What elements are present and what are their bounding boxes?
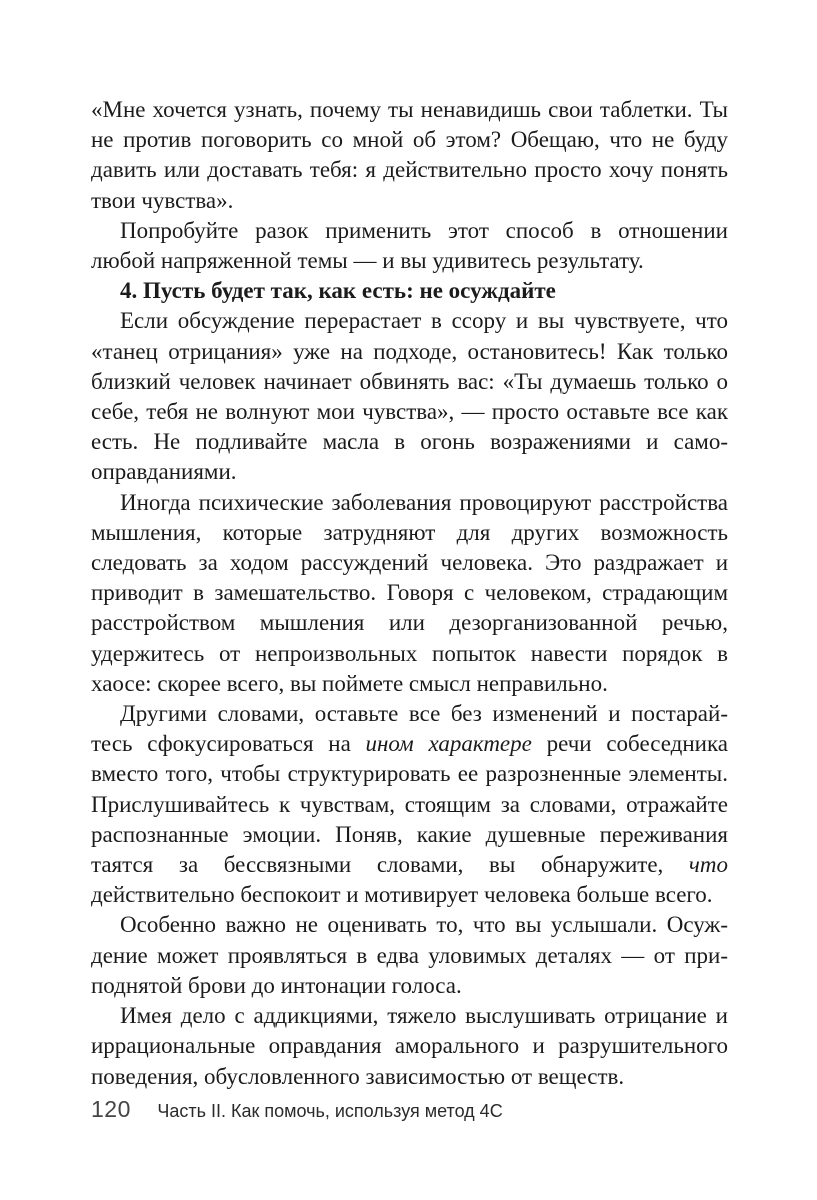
text-run: Другими словами, оставьте все без изменений и постарайтесь сфокусироваться на [91,701,728,757]
paragraph-try: Попробуйте разок применить этот способ в отношении любой напряженной темы — и вы удивитесь результату. [91,217,728,274]
text-run: речи собеседника вместо того, чтобы структурировать ее разрозненные элементы. Прислушивайтесь к чувствам, стоящим за словами, отражайте распознанные эмоции. Поняв, какие душевные переживания таятся за бессвязными словами, вы обнаружите, [91,731,728,878]
paragraph-quote: «Мне хочется узнать, почему ты ненавидишь свои таблетки. Ты не против поговорить со мной об этом? Обещаю, что не буду давить или доставать тебя: я действительно просто хочу понять твои чувства». [91,97,728,213]
text-run: действительно беспокоит и мотивирует человека больше всего. [91,882,713,908]
paragraph-mental-illness: Иногда психические заболевания провоцируют расстройства мышления, которые затрудняют для других возможность следовать за ходом рассуждений человека. Это раздражает и приводит в замешательство. Говоря с человеком, страдающим расстройством мышления или дезорганизованной речью, удержитесь от непроизвольных попыток навести порядок в хаосе: скорее всего, вы поймете смысл неправильно. [91,489,728,696]
emphasis-text: что [688,852,728,878]
paragraph-quarrel: Если обсуждение перерастает в ссору и вы чувствуете, что «танец отрицания» уже на подходе, остановитесь! Как только близкий человек начинает обвинять вас: «Ты думаешь только о себе, тебя не волнуют мои чувства», — просто оставьте все как есть. Не подливайте масла в огонь возражениями и самооправданиями. [91,308,728,485]
paragraph-other-words [91,699,728,910]
paragraph-addictions: Имея дело с аддикциями, тяжело выслушивать отрицание и иррациональные оправдания аморального и разрушительного поведения, обусловленного зависимостью от веществ. [91,1003,728,1089]
running-title: Часть II. Как помочь, используя метод 4С [157,1101,503,1121]
page-body [91,95,728,1092]
emphasis-text: ином характере [365,731,532,757]
paragraph-judgement: Особенно важно не оценивать то, что вы услышали. Осуждение может проявляться в едва уловимых деталях — от приподнятой брови до интонации голоса. [91,912,728,998]
section-heading: 4. Пусть будет так, как есть: не осуждайте [120,278,556,304]
page-footer [91,1096,728,1123]
page-number: 120 [91,1096,131,1122]
